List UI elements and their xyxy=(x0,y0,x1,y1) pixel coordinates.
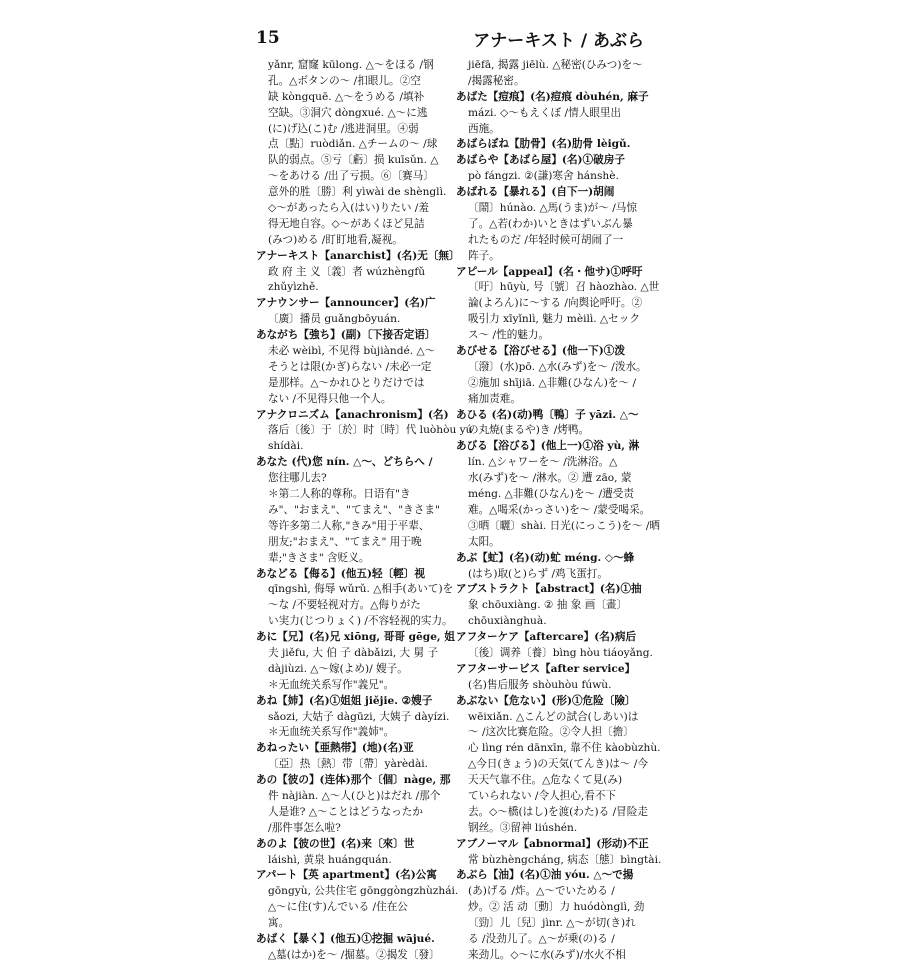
entry-text-line: 論(よろん)に～する /向舆论呼吁。② xyxy=(468,297,643,310)
entry-text-line: shídài. xyxy=(268,440,304,453)
entry-text-line: ～ /这次比赛危险。②令人担〔擔〕 xyxy=(468,726,634,739)
entry-headword-line: あばらや【あばら屋】(名)①破房子 xyxy=(456,154,625,167)
entry-text-line: 寓。 xyxy=(268,917,290,930)
entry-text-line: chōuxiànghuà. xyxy=(468,615,547,628)
entry-text-line: wēixiǎn. △こんどの試合(しあい)は xyxy=(468,710,639,723)
entry-text-line: ていられない /令人担心,看不下 xyxy=(468,789,617,802)
entry-text-line: 了。△若(わか)いときはずいぶん暴 xyxy=(468,217,633,230)
entry-text-line: 件 nàjiàn. △～人(ひと)はだれ /那个 xyxy=(268,789,441,802)
entry-text-line: 难。△喝采(かっさい)を～ /蒙受喝采。 xyxy=(468,503,651,516)
entry-text-line: 象 chōuxiàng. ② 抽 象 画〔畫〕 xyxy=(468,599,628,612)
entry-text-line: qīngshì, 侮辱 wǔrǔ. △相手(あいて)を xyxy=(268,583,454,596)
entry-headword-line: アナーキスト【anarchist】(名)无〔無〕 xyxy=(256,249,460,262)
entry-text-line: る /没劲儿了。△～が乗(の)る / xyxy=(468,932,615,945)
entry-headword-line: あぶら【油】(名)①油 yóu. △～で揚 xyxy=(456,869,634,882)
entry-text-line: (名)售后服务 shòuhòu fúwù. xyxy=(468,678,612,691)
entry-text-line: 常 bùzhèngcháng, 病态〔態〕bìngtài. xyxy=(468,853,662,866)
entry-text-line: △～に住(す)んでいる /住在公 xyxy=(268,901,408,914)
entry-text-line: ＊无血统关系写作"義姉"。 xyxy=(268,726,395,739)
entry-text-line: lín. △シャワーを～ /洗淋浴。△ xyxy=(468,456,618,469)
entry-text-line: yǎnr, 窟窿 kūlong. △～をほる /钢 xyxy=(268,59,434,71)
entry-headword-line: あひる (名)(动)鸭〔鴨〕子 yāzi. △～ xyxy=(456,408,639,421)
entry-text-line: jiēfā, 揭露 jiēlù. △秘密(ひみつ)を～ xyxy=(468,59,643,71)
entry-text-line: ＊无血统关系写作"義兄"。 xyxy=(268,678,395,691)
entry-text-line: 〔鬧〕húnào. △馬(うま)が～ /马惊 xyxy=(468,202,637,215)
entry-text-line: 钢丝。③留神 liúshén. xyxy=(468,821,578,834)
entry-headword-line: あびせる【浴びせる】(他一下)①泼 xyxy=(456,345,625,358)
entry-headword-line: アブノーマル【abnormal】(形动)不正 xyxy=(456,837,649,850)
entry-headword-line: あばく【暴く】(他五)①挖掘 wājué. xyxy=(256,932,435,945)
entry-text-line: pò fángzi. ②(謙)寒舍 hánshè. xyxy=(468,170,619,183)
left-column xyxy=(256,58,473,964)
entry-text-line: 〔亞〕热〔熱〕带〔帶〕yàrèdài. xyxy=(268,758,429,771)
entry-text-line: み"、"おまえ"、"てまえ"、"きさま" xyxy=(268,503,440,516)
entry-headword-line: あぶ【虻】(名)(动)虻 méng. ◇～蜂 xyxy=(456,551,635,564)
entry-text-line: △墓(はか)を～ /掘墓。②揭发〔發〕 xyxy=(268,948,440,961)
entry-headword-line: アフターケア【aftercare】(名)病后 xyxy=(456,631,637,644)
entry-text-line: méng. △非難(ひなん)を～ /遭受责 xyxy=(468,488,634,501)
entry-text-line: 等许多第二人称,"きみ"用于平辈、 xyxy=(268,519,430,532)
entry-headword-line: あねったい【亜熱帯】(地)(名)亚 xyxy=(256,742,414,755)
entry-text-line: ③晒〔曬〕shài. 日光(にっこう)を～ /晒 xyxy=(468,519,661,532)
entry-text-line: ＊第二人称的尊称。日语有"き xyxy=(268,488,411,501)
entry-text-line: 意外的胜〔勝〕利 yìwài de shènglì. xyxy=(268,186,447,199)
entry-text-line: 太阳。 xyxy=(468,535,500,548)
entry-text-line: sǎozi, 大姑子 dàgūzi, 大姨子 dàyízi. xyxy=(268,710,450,723)
entry-headword-line: アパート【英 apartment】(名)公寓 xyxy=(256,869,437,882)
entry-headword-line: あばた【痘痕】(名)痘痕 dòuhén, 麻子 xyxy=(456,90,649,103)
entry-text-line: △今日(きょう)の天気(てんき)は～ /今 xyxy=(468,758,648,771)
entry-headword-line: あなどる【侮る】(他五)轻〔輕〕视 xyxy=(256,567,425,580)
entry-text-line: mázi. ◇～もえくぼ /情人眼里出 xyxy=(468,106,622,119)
entry-text-line: ス～ /性的魅力。 xyxy=(468,329,550,342)
entry-text-line: 点〔點〕ruòdiǎn. △チームの～ /球 xyxy=(268,138,438,151)
entry-headword-line: あね【姉】(名)①姐姐 jiějie. ②嫂子 xyxy=(256,694,433,707)
entry-headword-line: アピール【appeal】(名・他サ)①呼吁 xyxy=(456,265,643,278)
entry-headword-line: あびる【浴びる】(他上一)①浴 yù, 淋 xyxy=(456,440,640,453)
entry-text-line: 得无地自容。◇～があくほど見詰 xyxy=(268,217,425,230)
entry-text-line: れたものだ /年轻时候可胡闹了一 xyxy=(468,233,624,246)
entry-text-line: そうとは限(かぎ)らない /未必一定 xyxy=(268,360,432,373)
entry-text-line: ②施加 shījiā. △非難(ひなん)を～ / xyxy=(468,376,637,389)
right-column xyxy=(456,58,662,964)
entry-text-line: ない /不见得只他一个人。 xyxy=(268,392,392,405)
entry-text-line: /揭露秘密。 xyxy=(468,74,525,87)
entry-text-line: 落后〔後〕于〔於〕时〔時〕代 luòhòu yú xyxy=(268,424,473,437)
entry-text-line: /那件事怎么啦? xyxy=(268,821,341,834)
entry-text-line: 人是谁? △～ことはどうなったか xyxy=(268,805,423,818)
entry-headword-line: アナウンサー【announcer】(名)广 xyxy=(256,297,436,310)
entry-text-line: 夫 jiěfu, 大 伯 子 dàbǎizi, 大 舅 子 xyxy=(268,646,439,659)
entry-text-line: 心 lìng rén dānxīn, 靠不住 kàobùzhù. xyxy=(468,742,661,755)
entry-text-line: 吸引力 xīyǐnlì, 魅力 mèilì. △セック xyxy=(468,313,640,326)
entry-headword-line: あばれる【暴れる】(自下一)胡闹 xyxy=(456,186,615,199)
entry-text-line: gōngyù, 公共住宅 gōnggòngzhùzhái. xyxy=(268,885,459,898)
entry-text-line: 去。◇～橋(はし)を渡(わた)る /冒险走 xyxy=(468,805,648,818)
entry-headword-line: あぶない【危ない】(形)①危险〔險〕 xyxy=(456,694,636,707)
entry-headword-line: あのよ【彼の世】(名)来〔來〕世 xyxy=(256,837,415,850)
entry-text-line: 〔後〕调养〔養〕bìng hòu tiáoyǎng. xyxy=(468,646,653,659)
entry-text-line: (あ)げる /炸。△～でいためる / xyxy=(468,885,615,898)
entry-text-line: 孔。△ボタンの～ /扣眼儿。②空 xyxy=(268,74,421,87)
entry-text-line: 西施。 xyxy=(468,122,500,135)
entry-text-line: 是那样。△～かれひとりだけでは xyxy=(268,376,425,389)
entry-text-line: 〔勁〕儿〔兒〕jìnr. △～が切(き)れ xyxy=(468,917,636,930)
entry-text-line: 辈;"きさま" 含贬义。 xyxy=(268,551,370,564)
entry-headword-line: アフターサービス【after service】 xyxy=(456,662,636,675)
running-head: アナーキスト / あぶら xyxy=(473,31,644,51)
entry-headword-line: あに【兄】(名)兄 xiōng, 哥哥 gēge, 姐 xyxy=(256,631,455,644)
entry-text-line: 队的弱点。⑤亏〔虧〕损 kuīsǔn. △ xyxy=(268,154,439,167)
entry-text-line: 〔潑〕(水)pō. △水(みず)を～ /泼水。 xyxy=(468,360,647,373)
entry-headword-line: アブストラクト【abstract】(名)①抽 xyxy=(456,583,642,596)
page-number: 15 xyxy=(256,28,280,48)
entry-text-line: ～な /不要轻视对方。△侮りがた xyxy=(268,599,421,612)
entry-headword-line: あの【彼の】(连体)那个〔個〕nàge, 那 xyxy=(256,774,451,787)
entry-headword-line: アナクロニズム【anachronism】(名) xyxy=(256,408,449,421)
entry-text-line: dàjiùzi. △～嫁(よめ)/ 嫂子。 xyxy=(268,662,408,675)
entry-text-line: 天天气靠不住。△危なくて見(み) xyxy=(468,774,623,787)
entry-text-line: 政 府 主 义〔義〕者 wúzhèngfǔ xyxy=(268,265,426,278)
entry-text-line: 未必 wèibì, 不见得 bùjiàndé. △～ xyxy=(268,345,436,358)
entry-text-line: zhǔyìzhě. xyxy=(268,281,319,294)
entry-text-line: 痛加责难。 xyxy=(468,392,521,405)
entry-text-line: 您往哪儿去? xyxy=(268,472,327,485)
entry-text-line: ◇～があったら入(はい)りたい /羞 xyxy=(268,202,429,215)
entry-text-line: (に)げ込(こ)む /逃进洞里。④弱 xyxy=(268,122,419,135)
entry-text-line: い実力(じつりょく) /不容轻视的实力。 xyxy=(268,615,453,628)
entry-text-line: の丸焼(まるや)き /烤鸭。 xyxy=(468,424,590,437)
entry-text-line: 炒。② 活 动〔動〕力 huódònglì, 劲 xyxy=(468,901,645,914)
entry-text-line: (はち)取(と)らず /鸡飞蛋打。 xyxy=(468,567,608,580)
entry-text-line: láishì, 黄泉 huángquán. xyxy=(268,853,392,866)
entry-text-line: 〔吁〕hūyù, 号〔號〕召 hàozhào. △世 xyxy=(468,281,660,294)
entry-text-line: ～をあける /出了亏损。⑥〔赛马〕 xyxy=(268,170,434,183)
entry-text-line: 〔廣〕播员 guǎngbōyuán. xyxy=(268,313,401,326)
entry-text-line: 水(みず)を～ /淋水。② 遭 zāo, 蒙 xyxy=(468,472,632,485)
entry-text-line: 缺 kòngquē. △～をうめる /填补 xyxy=(268,90,425,103)
entry-text-line: 阵子。 xyxy=(468,249,500,262)
entry-text-line: 来劲儿。◇～に水(みず)/水火不相 xyxy=(468,948,626,961)
entry-text-line: 朋友;"おまえ"、"てまえ" 用于晚 xyxy=(268,535,422,548)
entry-text-line: 空缺。③洞穴 dòngxué. △～に逃 xyxy=(268,106,428,119)
entry-headword-line: あながち【強ち】(副)〔下接否定语〕 xyxy=(256,329,436,342)
entry-headword-line: あなた (代)您 nín. △～、どちらへ / xyxy=(256,456,433,469)
entry-headword-line: あばらぼね【肋骨】(名)肋骨 lèigǔ. xyxy=(456,138,631,151)
entry-text-line: (みつ)める /盯盯地看,凝视。 xyxy=(268,233,403,246)
